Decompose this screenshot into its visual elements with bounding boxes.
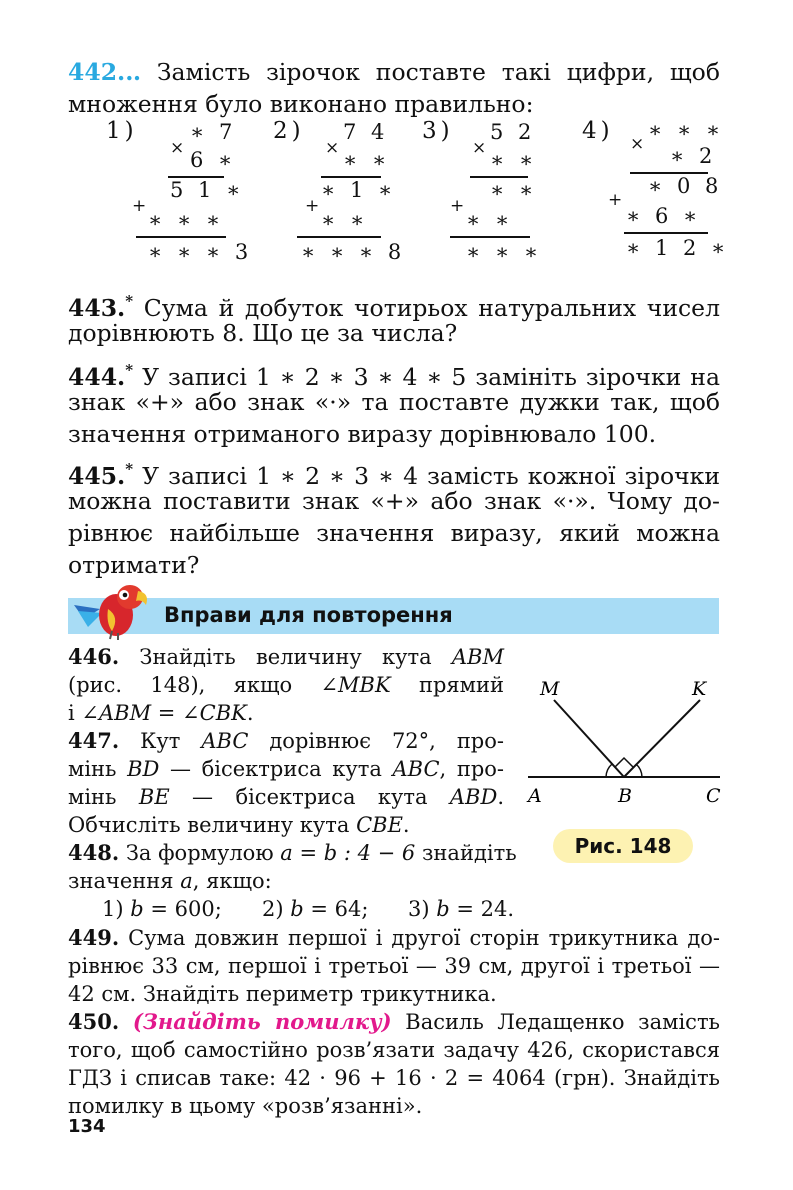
problem-445-line3: рівнює найбільше значення виразу, який можна xyxy=(68,519,720,547)
variable: b xyxy=(130,897,144,921)
problem-446-line3 xyxy=(68,699,504,727)
product: ∗ 1 2 ∗ xyxy=(626,236,730,260)
rule-line xyxy=(297,236,381,238)
text: . xyxy=(497,785,505,809)
text: і xyxy=(68,701,82,725)
product: ∗ ∗ ∗ 8 xyxy=(301,240,406,264)
problem-450-line1 xyxy=(68,1008,720,1036)
text: Знайдіть величину кута xyxy=(139,645,452,669)
angle-name: ABM xyxy=(451,645,504,669)
problem-text: Сума довжин першої і другої сторін трикутника до- xyxy=(128,926,720,950)
figure-caption: Рис. 148 xyxy=(574,834,672,858)
problem-448-line1 xyxy=(68,839,517,867)
problem-number: 444. xyxy=(68,363,126,391)
angle-arc-right xyxy=(636,764,642,777)
problem-447-line1 xyxy=(68,727,504,755)
partial-product-2: ∗ ∗ xyxy=(466,208,514,232)
partial-product-2: ∗ ∗ xyxy=(321,208,369,232)
text: (рис. 148), якщо xyxy=(68,673,321,697)
figure-caption-badge xyxy=(553,829,693,863)
times-sign: × xyxy=(630,134,645,154)
rule-line xyxy=(450,236,530,238)
problem-text: Сума й добуток чотирьох натуральних чисел xyxy=(143,294,720,322)
product: ∗ ∗ ∗ xyxy=(466,240,543,264)
problem-text: У записі 1 ∗ 2 ∗ 3 ∗ 4 замість кожної зірочки xyxy=(142,462,720,490)
problem-number: 450. xyxy=(68,1009,120,1034)
option-3 xyxy=(408,895,514,923)
angle-name: ABC xyxy=(201,729,249,753)
formula: a = b : 4 − 6 xyxy=(280,841,416,865)
problem-450-line2: того, щоб самостійно розв’язати задачу 426, скористався xyxy=(68,1038,720,1062)
times-sign: × xyxy=(472,138,487,158)
ray-BM xyxy=(554,700,624,777)
exercise-label: 1) xyxy=(106,118,138,144)
plus-sign: + xyxy=(608,190,623,210)
partial-product-2: ∗ ∗ ∗ xyxy=(148,208,225,232)
problem-449-line1 xyxy=(68,924,720,952)
text: . xyxy=(402,813,410,837)
text: 3) xyxy=(408,897,437,921)
problem-447-line4 xyxy=(68,811,504,839)
text: = 600; xyxy=(143,897,222,921)
angle-name: ABC xyxy=(392,757,440,781)
point-K: K xyxy=(692,678,707,700)
section-title: Вправи для повторення xyxy=(164,603,453,627)
partial-product-1: 5 1 ∗ xyxy=(170,178,245,202)
difficulty-mark: ‥ xyxy=(125,58,142,86)
parrot-icon xyxy=(70,575,160,641)
partial-product-2: ∗ 6 ∗ xyxy=(626,204,702,228)
problem-450-line3: ГДЗ і списав таке: 42 · 96 + 16 · 2 = 4064 (грн). Знайдіть xyxy=(68,1066,720,1090)
problem-444-line2: знак «+» або знак «·» та поставте дужки так, щоб xyxy=(68,388,720,416)
problem-449-line2: рівнює 33 см, першої і третьої — 39 см, другої і третьої — xyxy=(68,954,720,978)
problem-number: 447. xyxy=(68,728,120,753)
angle-equality: ∠ABM = ∠CBK xyxy=(81,701,247,725)
text: мінь xyxy=(68,757,128,781)
rule-line xyxy=(136,236,226,238)
section-banner xyxy=(68,598,719,634)
difficulty-mark: * xyxy=(125,292,134,310)
problem-449-line3: 42 см. Знайдіть периметр трикутника. xyxy=(68,982,497,1006)
plus-sign: + xyxy=(132,196,147,216)
figure-148 xyxy=(524,674,724,814)
exercise-label: 4) xyxy=(582,118,614,144)
problem-447-line2 xyxy=(68,755,504,783)
find-error-tag: (Знайдіть помилку) xyxy=(132,1009,392,1034)
multiplier: ∗ 2 xyxy=(670,144,717,168)
text: = 24. xyxy=(449,897,515,921)
angle-arc-left xyxy=(606,764,612,777)
text: . xyxy=(246,701,254,725)
partial-product-1: ∗ 0 8 xyxy=(648,174,723,198)
problem-number: 442. xyxy=(68,58,126,86)
times-sign: × xyxy=(170,138,185,158)
text: 1) xyxy=(102,897,131,921)
angle-name: ABD xyxy=(449,785,498,809)
point-A: A xyxy=(528,785,542,807)
point-C: C xyxy=(706,785,721,807)
problem-450-line4: помилку в цьому «розв’язанні». xyxy=(68,1094,423,1118)
point-B: B xyxy=(618,785,632,807)
text: , якщо: xyxy=(192,869,272,893)
problem-445-line2: можна поставити знак «+» або знак «·». Чому до- xyxy=(68,487,720,515)
text: дорівнює 72°, про- xyxy=(248,729,504,753)
multiplicand: ∗ ∗ ∗ xyxy=(648,118,725,142)
right-angle-mark xyxy=(615,758,633,767)
rule-line xyxy=(624,232,708,234)
text: — бісектриса кута xyxy=(169,785,450,809)
plus-sign: + xyxy=(450,196,465,216)
problem-444-line3: значення отриманого виразу дорівнювало 100. xyxy=(68,420,657,448)
problem-text: Замість зірочок поставте такі цифри, щоб xyxy=(156,58,720,86)
problem-number: 443. xyxy=(68,294,126,322)
text: мінь xyxy=(68,785,139,809)
ray-name: BE xyxy=(138,785,170,809)
problem-443-line2: дорівнюють 8. Що це за числа? xyxy=(68,319,458,347)
problem-442-line1 xyxy=(68,56,720,88)
problem-442-line2: множення було виконано правильно: xyxy=(68,90,534,118)
text: За формулою xyxy=(125,841,281,865)
problem-446-line1 xyxy=(68,643,504,671)
option-2 xyxy=(262,895,368,923)
exercise-label: 3) xyxy=(422,118,454,144)
ray-name: BD xyxy=(127,757,160,781)
text: значення xyxy=(68,869,181,893)
exercise-label: 2) xyxy=(273,118,305,144)
page-number: 134 xyxy=(68,1116,106,1137)
multiplier: ∗ ∗ xyxy=(343,148,391,172)
partial-product-1: ∗ 1 ∗ xyxy=(321,178,397,202)
problem-number: 449. xyxy=(68,925,120,950)
problem-445-line4: отримати? xyxy=(68,551,200,579)
plus-sign: + xyxy=(305,196,320,216)
product: ∗ ∗ ∗ 3 xyxy=(148,240,253,264)
times-sign: × xyxy=(325,138,340,158)
text: 2) xyxy=(262,897,291,921)
difficulty-mark: * xyxy=(125,460,134,478)
multiplicand: ∗ 7 xyxy=(190,120,237,144)
text: Обчисліть величину кута xyxy=(68,813,357,837)
problem-number: 446. xyxy=(68,644,120,669)
multiplier: ∗ ∗ xyxy=(490,148,538,172)
angle-name: CBE xyxy=(356,813,403,837)
problem-number: 448. xyxy=(68,840,120,865)
difficulty-mark: * xyxy=(125,361,134,379)
multiplier: 6 ∗ xyxy=(190,148,237,172)
problem-number: 445. xyxy=(68,462,126,490)
text: знайдіть xyxy=(415,841,517,865)
point-M: M xyxy=(540,678,560,700)
text: , про- xyxy=(439,757,504,781)
text: — бісектриса кута xyxy=(159,757,393,781)
text: Кут xyxy=(140,729,202,753)
problem-text: У записі 1 ∗ 2 ∗ 3 ∗ 4 ∗ 5 замініть зірочки на xyxy=(142,363,720,391)
problem-text: Василь Ледащенко замість xyxy=(405,1010,720,1034)
variable: b xyxy=(436,897,450,921)
variable: b xyxy=(290,897,304,921)
option-1 xyxy=(102,895,222,923)
multiplicand: 5 2 xyxy=(490,120,536,144)
partial-product-1: ∗ ∗ xyxy=(490,178,538,202)
variable: a xyxy=(180,869,193,893)
angle-name: ∠MBK xyxy=(320,673,391,697)
problem-446-line2 xyxy=(68,671,504,699)
multiplicand: 7 4 xyxy=(343,120,389,144)
ray-BK xyxy=(624,700,700,777)
text: прямий xyxy=(390,673,504,697)
problem-447-line3 xyxy=(68,783,504,811)
problem-448-line2 xyxy=(68,867,504,895)
text: = 64; xyxy=(303,897,369,921)
